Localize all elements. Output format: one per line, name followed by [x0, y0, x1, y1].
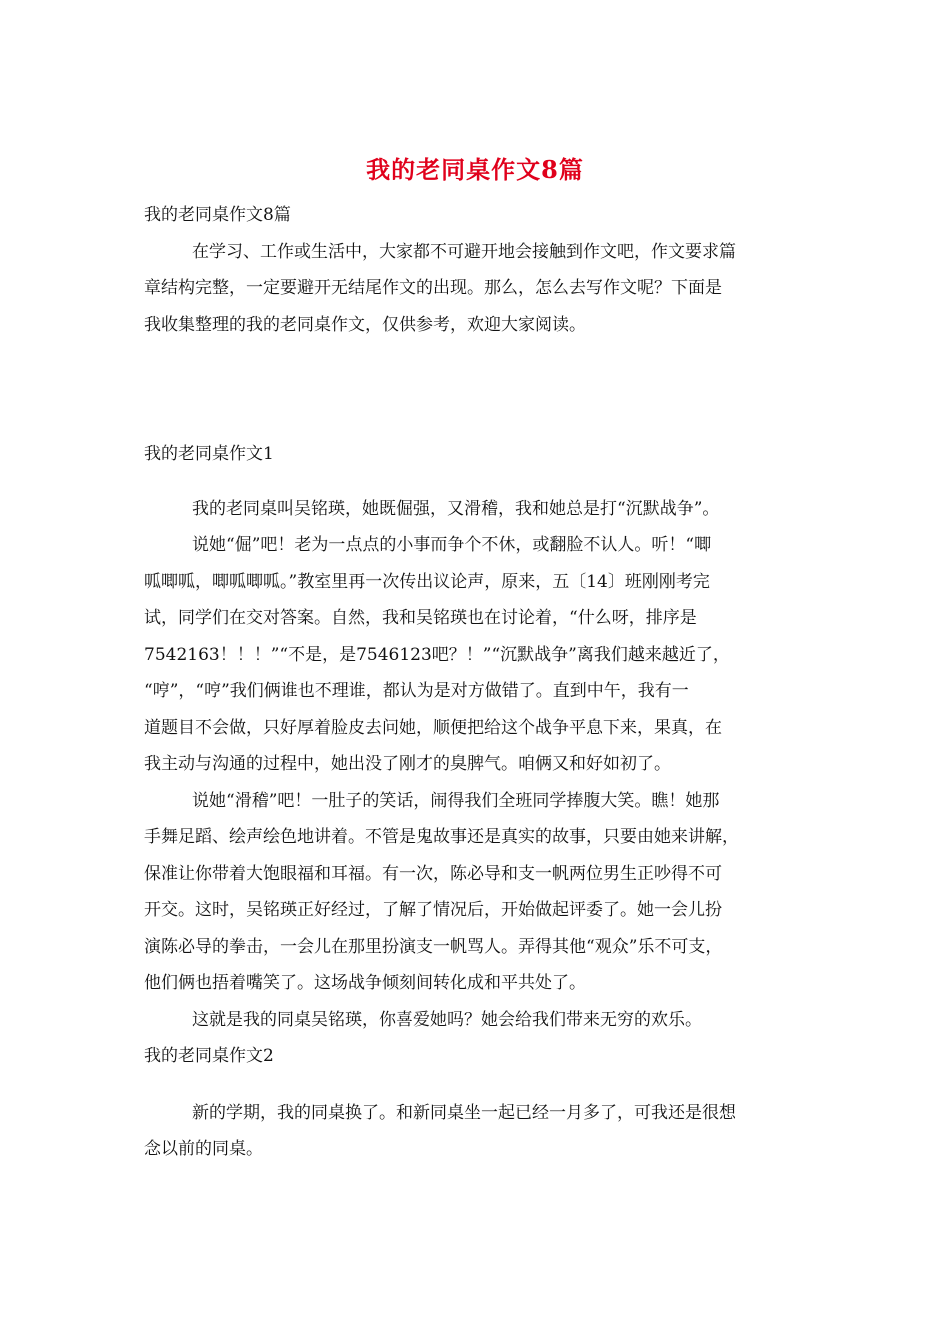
paragraph-line: 保准让你带着大饱眼福和耳福。有一次，陈必导和支一帆两位男生正吵得不可	[144, 863, 722, 884]
intro-line: 章结构完整，一定要避开无结尾作文的出现。那么，怎么去写作文呢？下面是	[144, 278, 722, 298]
spacer	[144, 1075, 814, 1095]
document-body	[144, 197, 814, 1168]
intro-paragraph	[144, 234, 814, 344]
paragraph-line: 演陈必导的拳击，一会儿在那里扮演支一帆骂人。弄得其他“观众”乐不可支，	[144, 936, 723, 957]
essay2-paragraph	[144, 1095, 814, 1168]
essay1-paragraph	[144, 527, 814, 783]
intro-line: 在学习、工作或生活中，大家都不可避开地会接触到作文吧，作文要求篇	[192, 241, 736, 262]
paragraph-line: 说她“倔”吧！老为一点点的小事而争个不休，或翻脸不认人。听！“唧	[192, 535, 712, 555]
essay1-paragraph	[144, 783, 814, 1002]
paragraph-line: 新的学期，我的同桌换了。和新同桌坐一起已经一月多了，可我还是很想	[192, 1102, 736, 1123]
intro-line: 我收集整理的我的老同桌作文，仅供参考，欢迎大家阅读。	[144, 314, 586, 335]
paragraph-line: “哼”，“哼”我们俩谁也不理谁，都认为是对方做错了。直到中午，我有一	[144, 681, 689, 701]
spacer	[144, 416, 814, 436]
paragraph-line: 开交。这时，吴铭瑛正好经过，了解了情况后，开始做起评委了。她一会儿扮	[144, 900, 722, 920]
essay1-heading: 我的老同桌作文1	[144, 444, 274, 464]
paragraph-line: 道题目不会做，只好厚着脸皮去问她，顺便把给这个战争平息下来，果真，在	[144, 717, 722, 738]
paragraph-line: 念以前的同桌。	[144, 1139, 263, 1159]
essay1-paragraph	[144, 491, 814, 528]
paragraph-line: 我的老同桌叫吴铭瑛，她既倔强，又滑稽，我和她总是打“沉默战争”。	[192, 498, 720, 519]
essay2-heading: 我的老同桌作文2	[144, 1046, 274, 1066]
paragraph-line: 这就是我的同桌吴铭瑛，你喜爱她吗？她会给我们带来无穷的欢乐。	[192, 1009, 702, 1030]
paragraph-line: 7542163！！！”“不是，是7546123吧？！”“沉默战争”离我们越来越近了，	[144, 644, 730, 665]
essay1-paragraph	[144, 1002, 814, 1039]
paragraph-line: 手舞足蹈、绘声绘色地讲着。不管是鬼故事还是真实的故事，只要由她来讲解，	[144, 827, 739, 847]
spacer	[144, 473, 814, 491]
document-title: 我的老同桌作文8篇	[366, 155, 584, 184]
document-subtitle: 我的老同桌作文8篇	[144, 205, 291, 225]
spacer	[144, 343, 814, 416]
paragraph-line: 我主动与沟通的过程中，她出没了刚才的臭脾气。咱俩又和好如初了。	[144, 754, 671, 774]
paragraph-line: 他们俩也捂着嘴笑了。这场战争倾刻间转化成和平共处了。	[144, 973, 586, 993]
paragraph-line: 呱唧呱，唧呱唧呱。”教室里再一次传出议论声，原来，五〔14〕班刚刚考完	[144, 571, 710, 592]
paragraph-line: 试，同学们在交对答案。自然，我和吴铭瑛也在讨论着，“什么呀，排序是	[144, 608, 697, 628]
paragraph-line: 说她“滑稽”吧！一肚子的笑话，闹得我们全班同学捧腹大笑。瞧！她那	[192, 790, 720, 811]
